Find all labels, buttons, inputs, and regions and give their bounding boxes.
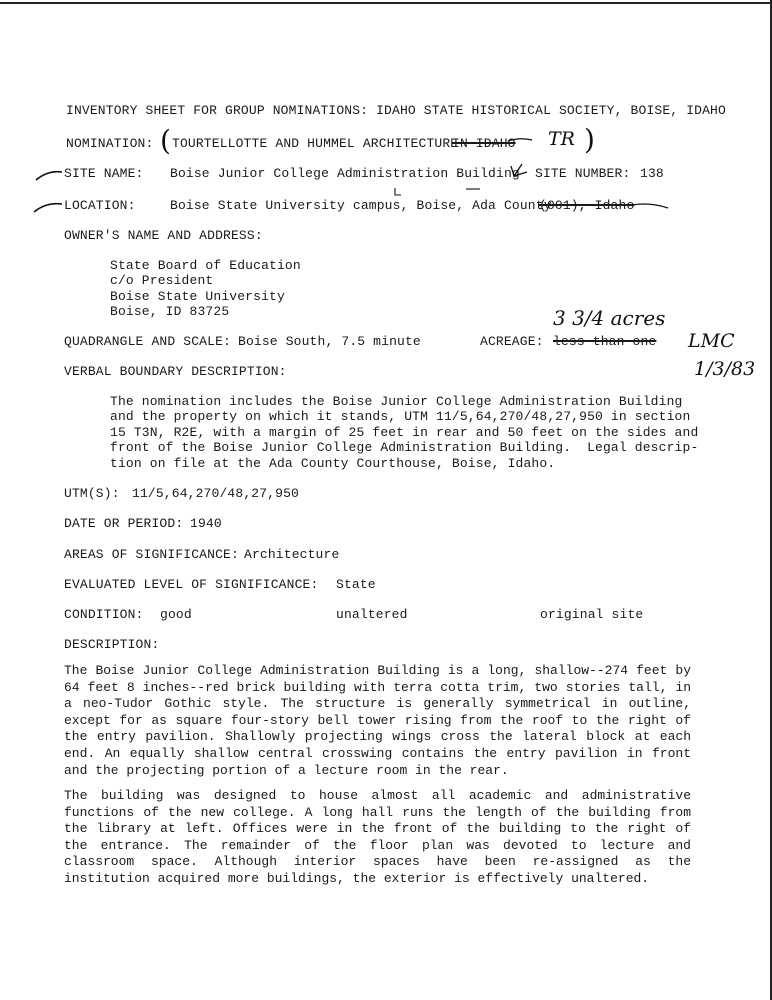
site-name-value: Boise Junior College Administration Building (170, 166, 520, 181)
owner-line: State Board of Education (110, 258, 301, 273)
owner-line: Boise, ID 83725 (110, 304, 230, 319)
description-label: DESCRIPTION: (64, 637, 160, 652)
reviewer-initials: LMC (688, 330, 735, 352)
nomination-label: NOMINATION: (66, 136, 154, 151)
acreage-label: ACREAGE: (480, 334, 544, 349)
owner-line: c/o President (110, 273, 214, 288)
date-label: DATE OR PERIOD: (64, 516, 184, 531)
location-pen-stroke (632, 204, 668, 208)
owner-label: OWNER'S NAME AND ADDRESS: (64, 228, 263, 243)
verbal-boundary-line: and the property on which it stands, UTM 11/5,64,270/48,27,950 in section (110, 409, 691, 424)
site-number-label: SITE NUMBER: (535, 166, 631, 181)
description-paragraph-text: The building was designed to house almost all academic and administrative functions of the new college. A long hall runs the length of the building from the library at left. Offices were in the front of the building to the right of the entrance. The remainder of the floor plan was devoted to lecture and classroom space. Although interior spaces have been re-assigned as the institution acquired more buildings, the exterior is effectively unaltered. (64, 788, 691, 886)
quadrangle-label: QUADRANGLE AND SCALE: (64, 334, 231, 349)
evaluated-label: EVALUATED LEVEL OF SIGNIFICANCE: (64, 577, 319, 592)
date-value: 1940 (190, 516, 222, 531)
areas-label: AREAS OF SIGNIFICANCE: (64, 547, 239, 562)
verbal-boundary-label: VERBAL BOUNDARY DESCRIPTION: (64, 364, 287, 379)
condition-value: original site (540, 607, 644, 622)
utm-label: UTM(S): (64, 486, 120, 501)
verbal-boundary-line: tion on file at the Ada County Courthouse, Boise, Idaho. (110, 456, 556, 471)
handwritten-open-paren: ( (160, 124, 171, 157)
nomination-value: TOURTELLOTTE AND HUMMEL ARCHITECTURE (172, 136, 459, 151)
quadrangle-value: Boise South, 7.5 minute (238, 334, 421, 349)
verbal-boundary-line: front of the Boise Junior College Administration Building. Legal descrip- (110, 440, 699, 455)
acreage-handwritten: 3 3/4 acres (553, 306, 666, 330)
nomination-handwritten-note: TR (548, 128, 575, 150)
nomination-struck-text: IN IDAHO (452, 136, 516, 151)
site-number-value: 138 (640, 166, 664, 181)
site-name-label: SITE NAME: (64, 166, 144, 181)
condition-value: good (160, 607, 192, 622)
areas-value: Architecture (244, 547, 340, 562)
condition-label: CONDITION: (64, 607, 144, 622)
acreage-struck-text: less than one (553, 334, 657, 349)
boise-underline-mark (395, 188, 401, 195)
location-check-mark (34, 204, 62, 212)
reviewer-date: 1/3/83 (694, 358, 756, 380)
verbal-boundary-line: 15 T3N, R2E, with a margin of 25 feet in rear and 50 feet on the sides and (110, 425, 699, 440)
site-name-tick-mark (511, 164, 527, 176)
location-label: LOCATION: (64, 198, 136, 213)
location-struck-text: (001), Idaho (539, 198, 635, 213)
utm-value: 11/5,64,270/48,27,950 (132, 486, 299, 501)
handwritten-close-paren: ) (584, 123, 595, 156)
owner-line: Boise State University (110, 289, 285, 304)
document-header: INVENTORY SHEET FOR GROUP NOMINATIONS: IDAHO STATE HISTORICAL SOCIETY, BOISE, IDAHO (66, 103, 726, 118)
verbal-boundary-line: The nomination includes the Boise Junior College Administration Building (110, 394, 683, 409)
location-value: Boise State University campus, Boise, Ada County (170, 198, 552, 213)
site-name-check-mark (36, 172, 62, 180)
condition-value: unaltered (336, 607, 408, 622)
nomination-pen-stroke (508, 139, 532, 141)
description-paragraph-text: The Boise Junior College Administration Building is a long, shallow--274 feet by 64 feet 8 inches--red brick building with terra cotta trim, two stories tall, in a neo-Tudor Gothic style. The structure is generally symmetrical in outline, except for as square four-story bell tower rising from the roof to the right of the entry pavilion. Shallowly projecting wings cross the lateral block at each end. An equally shallow central crosswing contains the entry pavilion in front and the projecting portion of a lecture room in the rear. (64, 663, 691, 778)
evaluated-value: State (336, 577, 376, 592)
